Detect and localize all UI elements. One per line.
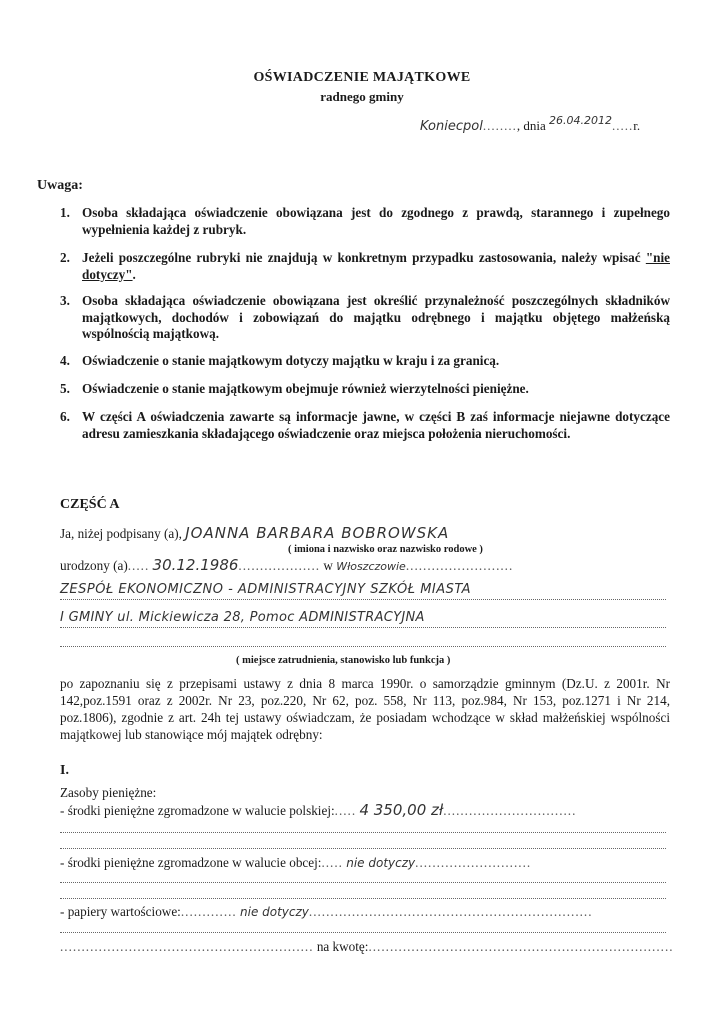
- document-title: OŚWIADCZENIE MAJĄTKOWE: [253, 70, 471, 85]
- pln-line: - środki pieniężne zgromadzone w walucie polskiej:..... 4 350,00 zł...............................: [60, 801, 577, 819]
- amount-line: ........................................................... na kwotę:.......................................................................: [60, 939, 674, 954]
- foreign-value: nie dotyczy: [346, 856, 416, 870]
- note-item-6: 6. W części A oświadczenia zawarte są informacje jawne, w części B zaś informacje niejawne dotyczące adresu zamieszkania składającego oświadczenie oraz miejsca położenia nieruchomości.: [60, 409, 670, 441]
- pln-value: 4 350,00 zł: [359, 801, 444, 819]
- employment-caption: ( miejsce zatrudnienia, stanowisko lub funkcja ): [236, 655, 451, 666]
- securities-label: - papiery wartościowe:: [60, 904, 181, 919]
- foreign-label: - środki pieniężne zgromadzone w walucie obcej:: [60, 855, 322, 870]
- dotted-line: [60, 832, 666, 833]
- foreign-line: - środki pieniężne zgromadzone w walucie obcej:..... nie dotyczy...........................: [60, 855, 532, 870]
- dotted-line: [60, 898, 666, 899]
- name-caption: ( imiona i nazwisko oraz nazwisko rodowe ): [288, 544, 483, 555]
- employment-line-1: ZESPÓŁ EKONOMICZNO - ADMINISTRACYJNY SZKÓŁ MIASTA: [60, 582, 472, 597]
- signed-line: [60, 525, 670, 542]
- note-text-1: Osoba składająca oświadczenie obowiązana jest do zgodnego z prawdą, starannego i zupełnego wypełnienia każdej z rubryk.: [82, 205, 670, 237]
- born-date-handwritten: 30.12.1986: [152, 556, 239, 574]
- employment-line-2: I GMINY ul. Mickiewicza 28, Pomoc ADMINISTRACYJNA: [60, 610, 425, 625]
- note-item-5: 5. Oświadczenie o stanie majątkowym obejmuje również wierzytelności pieniężne.: [60, 381, 670, 398]
- note-text-5: Oświadczenie o stanie majątkowym obejmuje również wierzytelności pieniężne.: [82, 381, 529, 396]
- notes-heading: Uwaga:: [37, 178, 83, 193]
- note-item-4: 4. Oświadczenie o stanie majątkowym dotyczy majątku w kraju i za granicą.: [60, 353, 670, 370]
- dotted-line: [60, 882, 666, 883]
- section-1-heading: I.: [60, 763, 69, 778]
- amount-label: na kwotę:: [316, 939, 369, 954]
- note-text-3: Osoba składająca oświadczenie obowiązana jest określić przynależność poszczególnych składników majątkowych, dochodów i zobowiązań do majątku odrębnego i majątku objętego małżeńską wspólnością majątkową.: [82, 293, 670, 341]
- note-text-2: Jeżeli poszczególne rubryki nie znajdują w konkretnym przypadku zastosowania, należy wpisać "nie dotyczy".: [82, 250, 670, 282]
- resources-label: Zasoby pieniężne:: [60, 785, 157, 800]
- dotted-line: [60, 627, 666, 628]
- dotted-line: [60, 932, 666, 933]
- place-date-line: Koniecpol........, dnia $^{26.04.2012}$.....r.: [420, 114, 641, 134]
- place-handwritten: Koniecpol: [420, 119, 483, 134]
- nie-dotyczy-emphasis: "nie dotyczy": [82, 250, 670, 282]
- date-handwritten: 26.04.2012: [548, 114, 612, 127]
- statement-text: po zapoznaniu się z przepisami ustawy z dnia 8 marca 1990r. o samorządzie gminnym (Dz.U. z 2001r. Nr 142,poz.1591 oraz z 2002r. Nr 23, poz.220, Nr 62, poz. 558, Nr 113, poz.984, Nr 153, poz.1271 i Nr 214, poz.1806), zgodnie z art. 24h tej ustawy oświadczam, że posiadam wchodzące w skład małżeńskiej wspólności majątkowej lub stanowiące mój majątek odrębny:: [60, 676, 670, 742]
- pln-label: - środki pieniężne zgromadzone w walucie polskiej:: [60, 803, 335, 818]
- document-subtitle: radnego gminy: [320, 89, 404, 104]
- note-item-3: 3. Osoba składająca oświadczenie obowiązana jest określić przynależność poszczególnych składników majątkowych, dochodów i zobowiązań do majątku odrębnego i majątku objętego małżeńską wspólnością majątkową.: [60, 293, 670, 341]
- note-text-4: Oświadczenie o stanie majątkowym dotyczy majątku w kraju i za granicą.: [82, 353, 500, 368]
- born-line: urodzony (a)..... 30.12.1986................... w Włoszczowie.........................: [60, 556, 514, 574]
- dotted-line: [60, 848, 666, 849]
- note-text-6: W części A oświadczenia zawarte są informacje jawne, w części B zaś informacje niejawne dotyczące adresu zamieszkania składającego oświadczenie oraz miejsca położenia nieruchomości.: [82, 409, 670, 441]
- date-suffix: r.: [633, 118, 641, 133]
- dotted-line: [60, 646, 666, 647]
- part-a-heading: CZĘŚĆ A: [60, 497, 120, 512]
- name-handwritten: JOANNA BARBARA BOBROWSKA: [185, 524, 450, 542]
- born-place-handwritten: Włoszczowie: [336, 560, 406, 573]
- dotted-line: [60, 599, 666, 600]
- securities-line: - papiery wartościowe:............. nie dotyczy..................................................................: [60, 904, 593, 919]
- note-item-2: 2. Jeżeli poszczególne rubryki nie znajdują w konkretnym przypadku zastosowania, należy wpisać "nie dotyczy".: [60, 250, 670, 282]
- note-item-1: 1. Osoba składająca oświadczenie obowiązana jest do zgodnego z prawdą, starannego i zupełnego wypełnienia każdej z rubryk.: [60, 205, 670, 237]
- born-label: urodzony (a): [60, 558, 128, 573]
- securities-value: nie dotyczy: [240, 905, 309, 919]
- date-prefix: , dnia: [516, 118, 546, 133]
- signed-label: Ja, niżej podpisany (a),: [60, 526, 182, 541]
- born-in-label: w: [323, 558, 333, 573]
